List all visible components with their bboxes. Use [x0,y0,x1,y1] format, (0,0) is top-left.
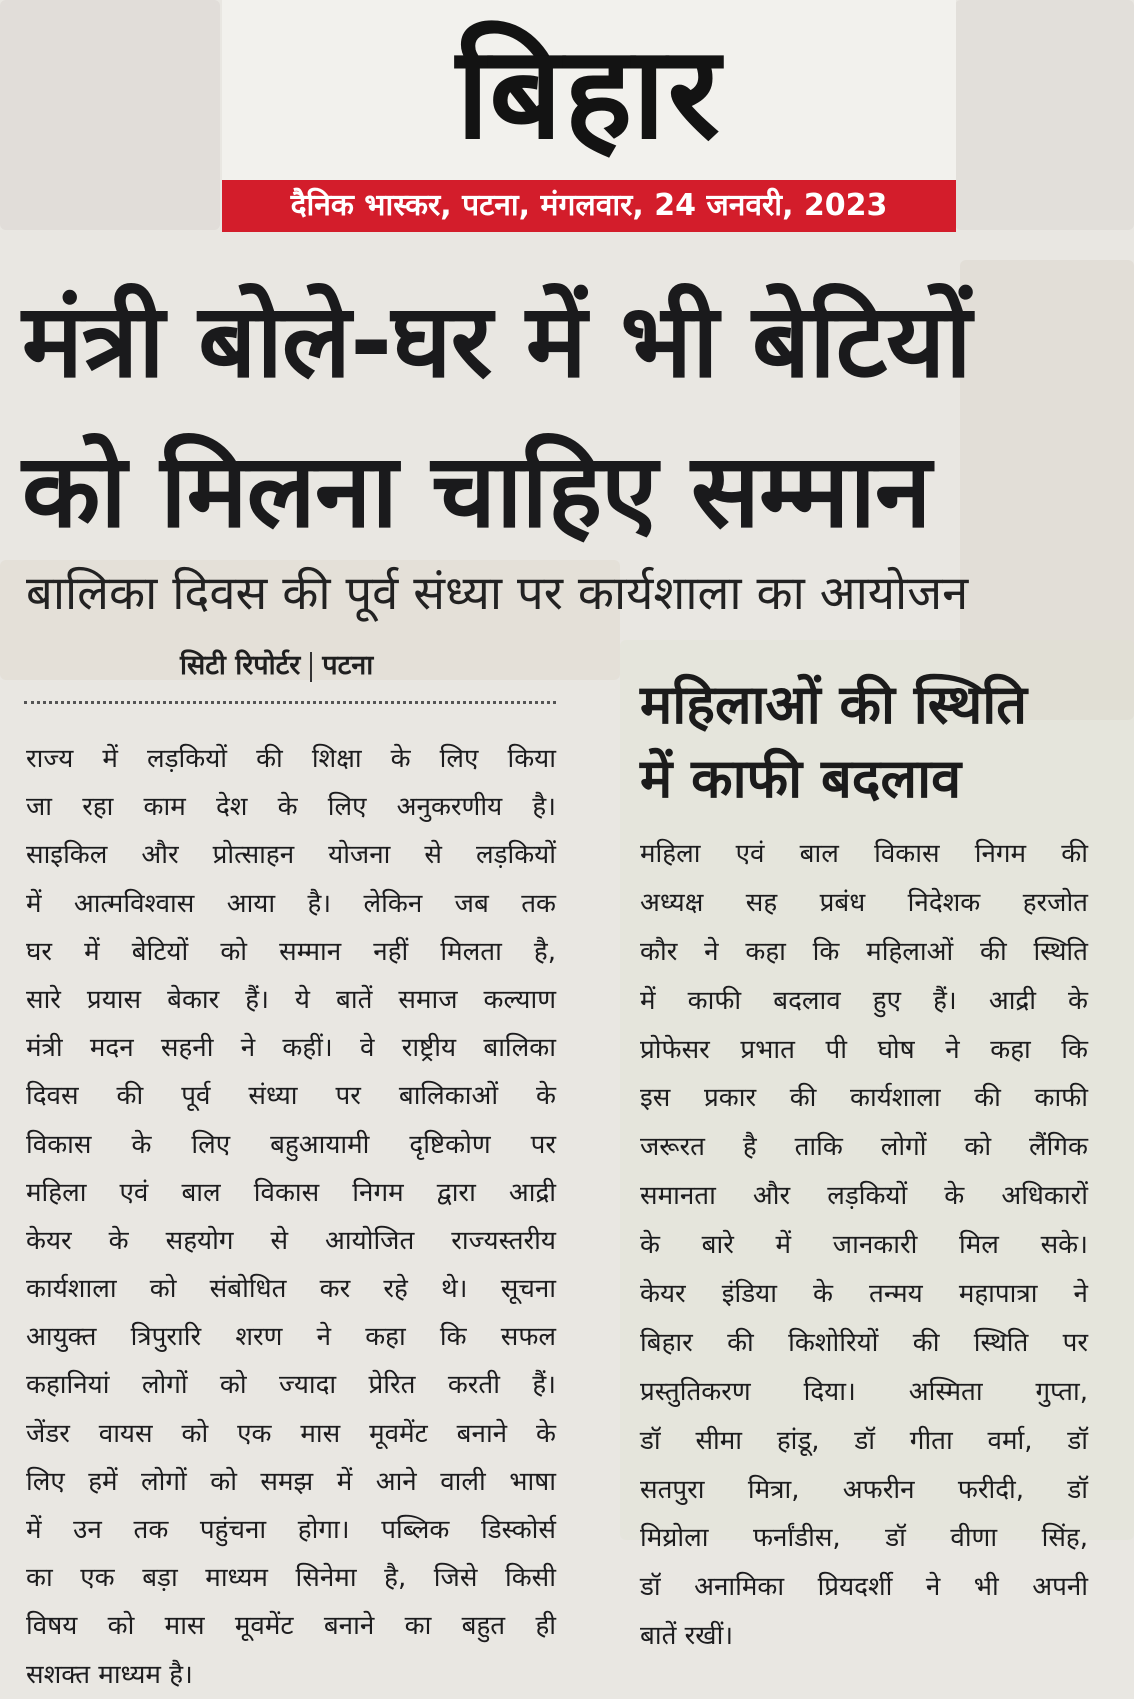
body-text-line: में आत्मविश्वास आया है। लेकिन जब तक [26,888,556,919]
byline [180,648,373,684]
dateline-bar [222,180,956,232]
side-text-line: कौर ने कहा कि महिलाओं की स्थिति [640,936,1088,967]
body-text-line: साइकिल और प्रोत्साहन योजना से लड़कियों [26,840,556,871]
side-text-line: महिला एवं बाल विकास निगम की [640,839,1088,869]
byline-divider [310,652,312,682]
body-text-line: लिए हमें लोगों को समझ में आने वाली भाषा [26,1466,556,1497]
side-text-line: बिहार की किशोरियों की स्थिति पर [640,1327,1088,1358]
body-text-line: सारे प्रयास बेकार हैं। ये बातें समाज कल्याण [26,984,556,1015]
byline-reporter: सिटी रिपोर्टर [180,650,301,681]
side-text-line: सतपुरा मित्रा, अफरीन फरीदी, डॉ [640,1474,1088,1505]
side-text-line: मिय्रोला फर्नांडीस, डॉ वीणा सिंह, [640,1523,1088,1554]
body-text-line: जा रहा काम देश के लिए अनुकरणीय है। [26,792,556,823]
body-text-line: महिला एवं बाल विकास निगम द्वारा आद्री [26,1177,556,1208]
body-text-line: सशक्त माध्यम है। [26,1659,193,1690]
side-text-line: बातें रखीं। [640,1621,734,1652]
side-text-line: अध्यक्ष सह प्रबंध निदेशक हरजोत [640,887,1088,918]
side-text-line: प्रोफेसर प्रभात पी घोष ने कहा कि [640,1034,1088,1065]
section-masthead-title: बिहार [456,19,722,168]
side-text-line: इस प्रकार की कार्यशाला की काफी [640,1083,1088,1114]
byline-city: पटना [322,650,374,681]
side-text-line: केयर इंडिया के तन्मय महापात्रा ने [640,1279,1088,1310]
side-headline-line-2: में काफी बदलाव [640,747,962,810]
newspaper-name: दैनिक भास्कर [290,188,441,223]
side-text-line: में काफी बदलाव हुए हैं। आद्री के [640,985,1088,1016]
side-text-line: जरूरत है ताकि लोगों को लैंगिक [640,1132,1088,1163]
headline-line-1: मंत्री बोले-घर में भी बेटियों [22,282,971,401]
page-bleed [0,0,220,230]
body-text-line: जेंडर वायस को एक मास मूवमेंट बनाने के [26,1418,556,1449]
subheadline: बालिका दिवस की पूर्व संध्या पर कार्यशाला का आयोजन [26,566,969,621]
body-text-line: केयर के सहयोग से आयोजित राज्यस्तरीय [26,1225,556,1256]
side-text-line: के बारे में जानकारी मिल सके। [640,1230,1088,1261]
body-text-line: में उन तक पहुंचना होगा। पब्लिक डिस्कोर्स [26,1515,556,1545]
dateline-text: , पटना, मंगलवार, 24 जनवरी, 2023 [440,188,888,223]
dotted-divider [24,701,556,704]
side-story-column [640,830,1088,1661]
side-headline-line-1: महिलाओं की स्थिति [640,673,1027,736]
side-story-headline [640,668,1120,816]
main-story-column [26,735,556,1699]
side-text-line: समानता और लड़कियों के अधिकारों [640,1181,1088,1212]
side-text-line: प्रस्तुतिकरण दिया। अस्मिता गुप्ता, [640,1376,1088,1407]
headline-line-2: को मिलना चाहिए सम्मान [22,432,931,551]
body-text-line: कार्यशाला को संबोधित कर रहे थे। सूचना [26,1274,556,1305]
side-text-line: डॉ अनामिका प्रियदर्शी ने भी अपनी [640,1572,1088,1603]
body-text-line: का एक बड़ा माध्यम सिनेमा है, जिसे किसी [26,1563,556,1594]
body-text-line: विकास के लिए बहुआयामी दृष्टिकोण पर [26,1129,556,1160]
body-text-line: विषय को मास मूवमेंट बनाने का बहुत ही [26,1611,556,1642]
body-text-line: मंत्री मदन सहनी ने कहीं। वे राष्ट्रीय बालिका [26,1033,556,1064]
page-bleed [955,0,1134,230]
body-text-line: कहानियां लोगों को ज्यादा प्रेरित करती हैं। [26,1370,556,1401]
side-text-line: डॉ सीमा हांडू, डॉ गीता वर्मा, डॉ [640,1425,1088,1456]
body-text-line: घर में बेटियों को सम्मान नहीं मिलता है, [26,936,556,967]
body-text-line: दिवस की पूर्व संध्या पर बालिकाओं के [26,1081,556,1112]
body-text-line: आयुक्त त्रिपुरारि शरण ने कहा कि सफल [26,1322,556,1353]
body-text-line: राज्य में लड़कियों की शिक्षा के लिए किया [26,744,556,774]
